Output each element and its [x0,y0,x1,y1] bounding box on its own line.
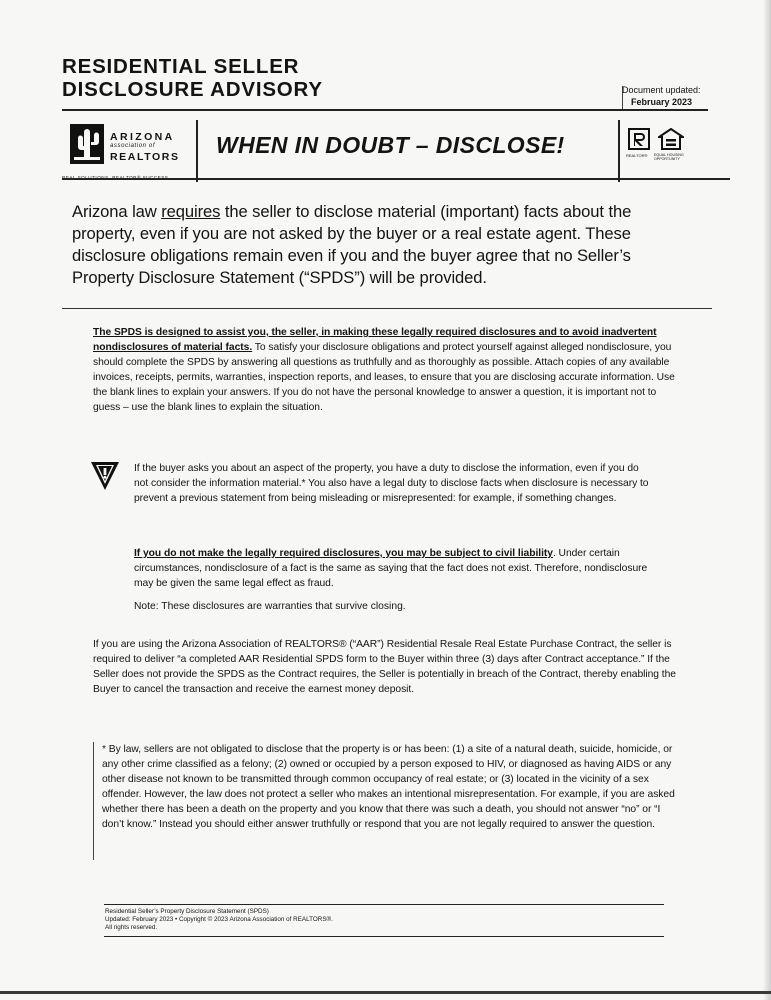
slogan: WHEN IN DOUBT – DISCLOSE! [216,132,565,158]
page-footer [105,908,333,932]
civil-liability-lead: If you do not make the legally required disclosures, you may be subject to civil liability [134,548,553,559]
title-line-2: DISCLOSURE ADVISORY [62,78,323,101]
arizona-realtors-logo [62,118,194,174]
footnote-side-rule [93,742,94,860]
banner-divider-left [196,120,198,182]
slogan-banner [62,110,731,178]
spds-purpose-lead: The SPDS is designed to assist you, the seller, in making these legally required disclosures and to avoid inadvertent nondisclosures of material facts. [93,327,657,353]
warranty-note: Note: These disclosures are warranties that survive closing. [134,601,406,612]
equal-housing-label: EQUAL HOUSING OPPORTUNITY [654,153,684,161]
intro-text-start: Arizona law [72,202,162,221]
intro-paragraph [72,201,672,289]
purchase-contract-paragraph: If you are using the Arizona Association of REALTORS® (“AAR”) Residential Resale Real Estate Purchase Contract, the seller is required to deliver “a completed AAR Residential SPDS form to the Buyer within three (3) days after Contract acceptance.” If the Seller does not provide the SPDS as the Contract requires, the Seller is potentially in breach of the Contract, thereby enabling the Buyer to cancel the transaction and receive the earnest money deposit. [93,639,676,695]
document-updated [622,84,701,108]
banner-bottom-rule [62,178,730,180]
banner-divider-right [618,120,620,182]
logo-association: association of [110,143,156,149]
intro-emphasis: requires [161,202,221,221]
updated-date: February 2023 [631,97,693,107]
footer-line-1: Residential Seller’s Property Disclosure Statement (SPDS) [105,908,269,915]
civil-liability-body: . Under certain circumstances, nondisclosure of a fact is the same as saying that the fact does not exist. Therefore, nondisclosure may be given the same legal effect as fraud. [134,548,648,589]
cactus-logo-icon [70,124,104,164]
equal-housing-icon [658,128,684,150]
title-line-1: RESIDENTIAL SELLER [62,55,300,78]
civil-liability-paragraph [134,546,654,591]
realtor-label: REALTOR® [626,153,648,158]
footer-line-3: All rights reserved. [105,924,158,931]
warning-icon [90,460,120,492]
spds-purpose-paragraph [93,325,678,415]
duty-to-disclose-paragraph: If the buyer asks you about an aspect of the property, you have a duty to disclose the information, even if you do not consider the information material.* You also have a legal duty to disclose facts when disclosure is necessary to prevent a previous statement from being misleading or misrepresented: for example, if something changes. [134,463,649,504]
page-edge-shadow [763,0,771,1000]
updated-label: Document updated: [622,85,701,95]
document-title [62,55,323,101]
spds-purpose-body: To satisfy your disclosure obligations and protect yourself against alleged nondisclosure, you should complete the SPDS by answering all questions as truthfully and as thoroughly as possible. Attach copies of any available invoices, receipts, permits, warranties, inspection reports, and leases, to ensure that you are disclosing accurate information. Use the blank lines to explain your answers. If you do not have the personal knowledge to answer a question, it is important not to guess – use the blank lines to explain the situation. [93,342,675,413]
intro-text-end: the seller to disclose material (important) facts about the property, even if you are not asked by the buyer or a real estate agent. These disclosure obligations remain even if you and the buyer agree that no Seller’s Property Disclosure Statement (“SPDS”) will be provided. [72,202,632,287]
footer-top-rule [104,904,664,905]
footnote-paragraph: * By law, sellers are not obligated to disclose that the property is or has been: (1) a site of a natural death, suicide, homicide, or any other crime classified as a felony; (2) owned or occupied by a person exposed to HIV, or diagnosed as having AIDS or any other disease not known to be transmitted through common occupancy of real estate; or (3) located in the vicinity of a sex offender. However, the law does not protect a seller who makes an intentional misrepresentation. For example, if you are asked whether there has been a death on the property and you know that there was such a death, you should not answer “no” or “I don’t know.” Instead you should either answer truthfully or respond that you are not legally required to answer the question. [102,744,675,830]
intro-rule [62,308,712,309]
logo-name: ARIZONA [110,131,175,143]
realtor-r-icon [628,128,650,150]
page-bottom-edge [0,991,771,994]
footer-bottom-rule [104,936,664,937]
logo-realtors: REALTORS [110,151,180,163]
footer-line-2: Updated: February 2023 • Copyright © 2023 Arizona Association of REALTORS®. [105,916,333,923]
